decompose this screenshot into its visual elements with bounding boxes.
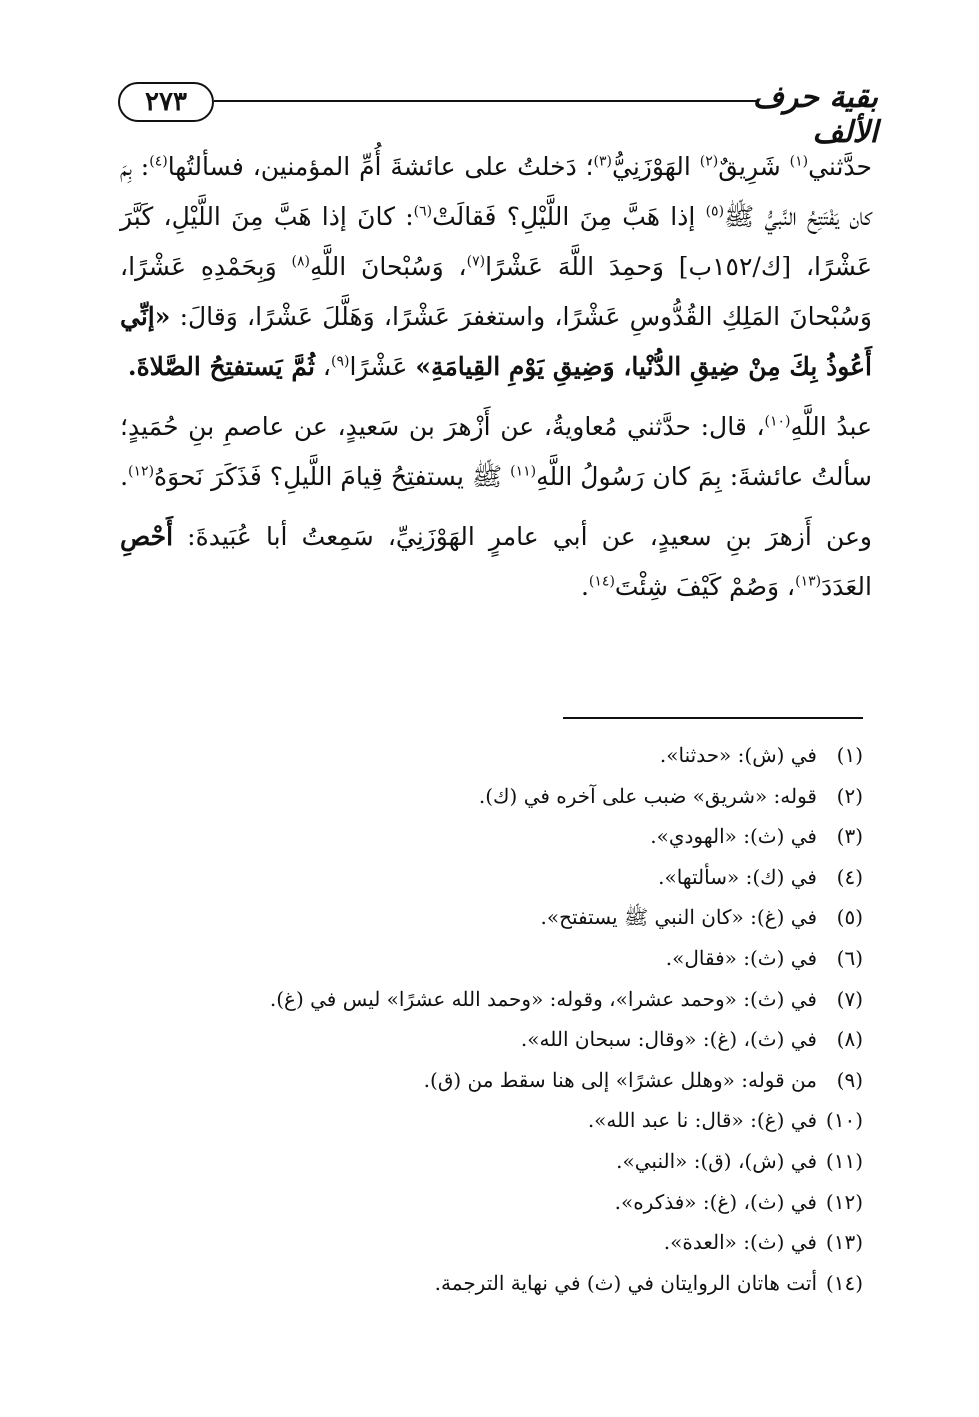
footnote	[300, 1263, 863, 1304]
footnote	[300, 897, 863, 938]
footnote-text: في (غ): «كان النبي ﷺ يستفتح».	[540, 905, 817, 930]
footnote-ref: (٢)	[699, 153, 719, 170]
text-run: .	[120, 462, 129, 491]
text-run: شَرِيقٌ	[718, 152, 790, 181]
text-run: .	[580, 572, 589, 601]
footnote-ref: (٤)	[149, 153, 168, 170]
text-run: وَبِحَمْدِهِ عَشْرًا، وَسُبْحانَ المَلِكِ القُدُّوسِ عَشْرًا، واستغفرَ عَشْرًا، وَهَلَّلَ عَشْرًا، وَقالَ:	[120, 252, 872, 331]
footnote	[300, 1019, 863, 1060]
text-run: عبدُ اللَّهِ	[790, 412, 872, 441]
emphasis-text: ثُمَّ يَستفتِحُ الصَّلاةَ.	[127, 352, 315, 381]
main-text	[120, 142, 872, 622]
footnote-ref: (٥)	[705, 203, 725, 220]
footnote-ref: (٧)	[466, 253, 486, 270]
text-run: ،	[314, 352, 331, 381]
footnote-ref: (٨)	[291, 253, 310, 270]
hadith-quote: «إنِّي أَعُوذُ بِكَ مِنْ ضِيقِ الدُّنْيا، وَضِيقِ يَوْمِ القِيامَةِ»	[120, 302, 872, 381]
footnote-text: في (ث): «العدة».	[663, 1230, 817, 1255]
footnote-ref: (١)	[789, 153, 809, 170]
text-run: ﷺ يستفتِحُ قِيامَ اللَّيلِ؟ فَذَكَرَ نَحوَهُ	[154, 462, 511, 491]
footnotes	[269, 735, 863, 1303]
footnote-number: (١٣)	[825, 1230, 863, 1255]
footnote-text: في (ث): «وحمد عشرا»، وقوله: «وحمد الله عشرًا» ليس في (غ).	[269, 986, 817, 1011]
text-run: إذا هَبَّ مِنَ اللَّيْلِ؟ فَقالَتْ	[432, 202, 706, 231]
text-run: ؛ دَخلتُ على عائشةَ أُمِّ المؤمنين، فسألتُها	[167, 152, 594, 181]
paragraph-3	[120, 512, 872, 612]
text-run: العَدَدَ	[821, 572, 872, 601]
footnote-number: (١١)	[825, 1148, 863, 1173]
footnote-text: في (ش): «حدثنا».	[659, 743, 817, 767]
paragraph-2	[120, 402, 872, 502]
footnote	[300, 776, 863, 817]
footnote-text: في (ث)، (غ): «فذكره».	[614, 1189, 817, 1214]
footnote-ref: (٩)	[331, 353, 350, 370]
footnote-number: (٥)	[836, 905, 863, 930]
footnote-text: في (ك): «سألتها».	[658, 864, 817, 889]
footnote-number: (٤)	[836, 864, 863, 889]
footnote-text: في (ث): «الهودي».	[650, 824, 817, 849]
text-run: : كانَ إذا هَبَّ مِنَ اللَّيْلِ، كَبَّرَ عَشْرًا، [ك/١٥٢ب] وَحمِدَ اللَّهَ عَشْرًا	[120, 202, 873, 281]
footnote	[300, 1100, 863, 1141]
text-run: ، وَصُمْ كَيْفَ شِئْتَ	[614, 572, 796, 601]
footnote-text: في (ش)، (ق): «النبي».	[616, 1148, 817, 1173]
text-run: ، وَسُبْحانَ اللَّهِ	[309, 252, 467, 281]
footnote	[300, 816, 863, 857]
footnote-ref: (٣)	[593, 153, 612, 170]
footnote-number: (٦)	[836, 945, 863, 970]
page-header	[118, 80, 878, 150]
footnote-text: أتت هاتان الروايتان في (ث) في نهاية الترجمة.	[434, 1270, 817, 1295]
header-rule	[214, 100, 758, 102]
footnote-ref: (١٢)	[128, 463, 155, 480]
footnote	[269, 979, 863, 1020]
page-number-badge	[118, 82, 214, 122]
footnote	[300, 857, 863, 898]
footnote-text: من قوله: «وهلل عشرًا» إلى هنا سقط من (ق).	[423, 1067, 817, 1092]
footnote-ref: (٦)	[413, 203, 433, 220]
footnote-number: (٢)	[836, 783, 863, 808]
footnote-text: في (ث)، (غ): «وقال: سبحان الله».	[520, 1027, 817, 1052]
footnote-number: (٣)	[836, 824, 863, 849]
text-run: : بِمَ كان يَفْتَتِحُ النَّبيُّ ﷺ	[120, 152, 872, 231]
text-run: ، قال: حدَّثني مُعاويةُ، عن أَزْهرَ بن سَعيدٍ، عن عاصمِ بنِ حُمَيدٍ؛ سألتُ عائشةَ: بِمَ كان رَسُولُ اللَّهِ	[120, 412, 872, 491]
footnote-number: (١٠)	[825, 1108, 863, 1133]
footnote-ref: (١٣)	[795, 573, 822, 590]
footnote-ref: (١١)	[510, 463, 537, 480]
footnote-ref: (١٠)	[764, 413, 791, 430]
text-run: عَشْرًا	[349, 352, 416, 381]
footnote-number: (٩)	[836, 1067, 863, 1092]
footnote-number: (٨)	[836, 1027, 863, 1052]
text-run: وعن أَزهرَ بنِ سعيدٍ، عن أبي عامرٍ الهَوْزَنِيِّ، سَمِعتُ أبا عُبَيدةَ:	[173, 522, 872, 551]
paragraph-1	[120, 142, 872, 392]
footnote	[300, 1222, 863, 1263]
footnote-text: قوله: «شريق» ضبب على آخره في (ك).	[478, 783, 817, 808]
footnote	[300, 735, 863, 776]
footnote-number: (١٢)	[825, 1189, 863, 1214]
footnote-number: (١٤)	[825, 1270, 863, 1295]
footnote-text: في (ث): «فقال».	[665, 945, 817, 970]
text-run: الهَوْزَنِيُّ	[612, 152, 700, 181]
footnote-separator	[563, 717, 863, 719]
footnote-number: (٧)	[836, 986, 863, 1011]
page-number: ٢٧٣	[145, 87, 187, 117]
footnote-ref: (١٤)	[588, 573, 615, 590]
footnote	[300, 1060, 863, 1101]
footnote	[300, 1141, 863, 1182]
footnote	[300, 1182, 863, 1223]
footnote-number: (١)	[836, 743, 863, 767]
footnote-text: في (غ): «قال: نا عبد الله».	[587, 1108, 817, 1133]
emphasis-text: أَحْصِ	[120, 522, 174, 551]
running-head: بقية حرف الألف	[752, 80, 878, 150]
text-run: حدَّثني	[808, 152, 872, 181]
footnote	[300, 938, 863, 979]
